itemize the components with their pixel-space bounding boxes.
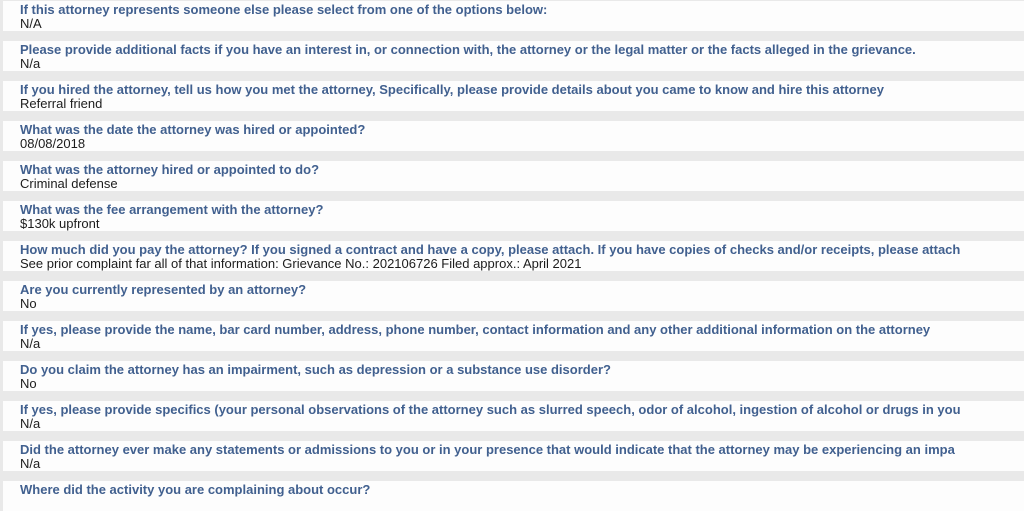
answer-text: N/a bbox=[20, 56, 41, 71]
question-text: If this attorney represents someone else please select from one of the options below: bbox=[20, 2, 548, 17]
qa-row bbox=[3, 281, 1024, 311]
question-text: If you hired the attorney, tell us how you met the attorney, Specifically, please provide details about you came to know and hire this attorney bbox=[20, 82, 884, 97]
qa-row bbox=[3, 121, 1024, 151]
question-text: Did the attorney ever make any statements or admissions to you or in your presence that would indicate that the attorney may be experiencing an impa bbox=[20, 442, 955, 457]
question-text: What was the attorney hired or appointed to do? bbox=[20, 162, 320, 177]
question-text: Please provide additional facts if you have an interest in, or connection with, the attorney or the legal matter or the facts alleged in the grievance. bbox=[20, 42, 916, 57]
question-text: Do you claim the attorney has an impairment, such as depression or a substance use disorder? bbox=[20, 362, 611, 377]
qa-row bbox=[3, 1, 1024, 31]
qa-row bbox=[3, 81, 1024, 111]
answer-text: No bbox=[20, 296, 37, 311]
question-text: Where did the activity you are complaining about occur? bbox=[20, 482, 371, 497]
question-text: Are you currently represented by an attorney? bbox=[20, 282, 307, 297]
qa-row bbox=[3, 401, 1024, 431]
answer-text: See prior complaint far all of that information: Grievance No.: 202106726 Filed approx.: April 2021 bbox=[20, 256, 582, 271]
question-text: If yes, please provide the name, bar card number, address, phone number, contact information and any other additional information on the attorney bbox=[20, 322, 931, 337]
qa-row bbox=[3, 361, 1024, 391]
question-text: What was the date the attorney was hired or appointed? bbox=[20, 122, 366, 137]
question-text: If yes, please provide specifics (your personal observations of the attorney such as slurred speech, odor of alcohol, ingestion of alcohol or drugs in you bbox=[20, 402, 961, 417]
qa-row bbox=[3, 161, 1024, 191]
answer-text: N/a bbox=[20, 336, 41, 351]
qa-row bbox=[3, 441, 1024, 471]
qa-row bbox=[3, 201, 1024, 231]
qa-row bbox=[3, 321, 1024, 351]
answer-text: Criminal defense bbox=[20, 176, 118, 191]
qa-row bbox=[3, 241, 1024, 271]
answer-text: $130k upfront bbox=[20, 216, 100, 231]
answer-text: 08/08/2018 bbox=[20, 136, 86, 151]
answer-text: N/a bbox=[20, 416, 41, 431]
answer-text: N/a bbox=[20, 456, 41, 471]
qa-row bbox=[3, 41, 1024, 71]
question-text: How much did you pay the attorney? If you signed a contract and have a copy, please attach. If you have copies of checks and/or receipts, please attach bbox=[20, 242, 961, 257]
answer-text: No bbox=[20, 376, 37, 391]
answer-text: Referral friend bbox=[20, 96, 103, 111]
question-text: What was the fee arrangement with the attorney? bbox=[20, 202, 324, 217]
answer-text: N/A bbox=[20, 16, 42, 31]
